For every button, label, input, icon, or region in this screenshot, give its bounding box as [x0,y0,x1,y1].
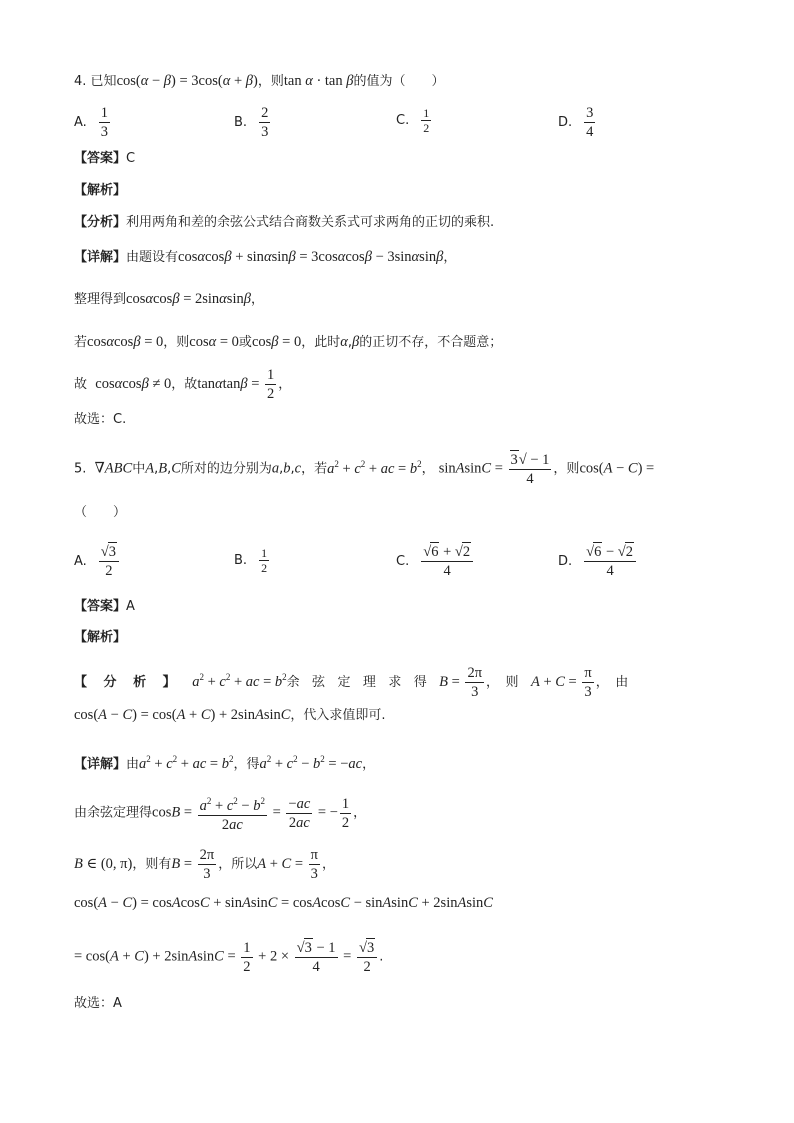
q5-paren: （ ） [74,505,127,520]
q5-detail-step2: 由余弦定理得cosB = $\frac{a^2 + c^2 - b^2}{2ac}$ = $\frac{-ac}{2ac}$ = − $\frac{1}{2}$ ， [74,795,367,833]
q4-option-d[interactable]: D. $\frac{3}{4}$ [558,105,594,140]
q5-detail-step5: = cos(A + C) + 2sinAsinC = $\frac{1}{2}$ + 2 × $\frac{√3 - 1}{4}$ = $\frac{√3}{2}$ . [74,939,384,975]
q4-option-a[interactable]: A. $\frac{1}{3}$ [74,105,109,140]
q4-option-b[interactable]: B. $\frac{2}{3}$ [234,105,269,140]
q5-select: 故选：A [74,996,122,1011]
q4-fenxi: 【分析】利用两角和差的余弦公式结合商数关系式可求两角的正切的乘积. [74,215,495,230]
q5-option-a[interactable]: A. $\frac{√3}{2}$ [74,542,121,580]
q5-analysis-heading: 【解析】 [74,630,127,645]
q5-option-d[interactable]: D. $\frac{√6 - √2}{4}$ [558,542,638,580]
q5-fenxi-line2: cos(A − C) = cos(A + C) + 2sinAsinC，代入求值即可. [74,707,386,723]
q4-option-c[interactable]: C. $\frac{1}{2}$ [396,106,430,135]
q4-detail-step4: 故 cosαcosβ ≠ 0，故tanαtanβ = $\frac{1}{2}$ ， [74,367,292,402]
q4-detail-step3: 若cosαcosβ = 0，则cosα = 0或cosβ = 0，此时α,β的正切不存，不合题意； [74,334,503,350]
q5-detail-step4: cos(A − C) = cosAcosC + sinAsinC = cosAcosC − sinAsinC + 2sinAsinC [74,895,493,911]
q5-detail-step3: B ∈ (0, π)，则有B = $\frac{2\pi}{3}$ ，所以A + C = $\frac{\pi}{3}$ ， [74,847,335,882]
q5-detail-step1: 【详解】由$a^2 + c^2$ + ac = $b^2$，得$a^2 + c^2 - b^2 = -ac$， [74,754,376,772]
q4-detail-step1: 【详解】由题设有cosαcosβ + sinαsinβ = 3cosαcosβ − 3sinαsinβ， [74,249,457,265]
q5-option-c[interactable]: C. $\frac{√6 + √2}{4}$ [396,542,475,580]
q5-stem: 5. ∇ABC中A,B,C所对的边分别为a,b,c，若$a^2 + c^2$ + ac = $b^2$， sinAsinC = $\frac{3√ - 1}{4}$ ，则cos(A − C) = [74,452,655,487]
q4-stem: 4. 已知cos(α − β) = 3cos(α + β)，则tan α · tan β的值为（ ） [74,73,445,89]
q5-fenxi-line1: 【 分 析 】 $a^2 + c^2$ + ac = $b^2$余 弦 定 理 求 得 B = $\frac{2\pi}{3}$ ， 则 A + C = $\frac{\pi}{3}$ ， 由 [74,665,629,700]
q4-detail-step2: 整理得到cosαcosβ = 2sinαsinβ， [74,291,264,307]
q5-answer: 【答案】A [74,599,135,614]
q4-answer: 【答案】C [74,151,136,166]
q4-select: 故选：C. [74,412,127,427]
q4-analysis-heading: 【解析】 [74,183,127,198]
q5-option-b[interactable]: B. $\frac{1}{2}$ [234,546,268,575]
